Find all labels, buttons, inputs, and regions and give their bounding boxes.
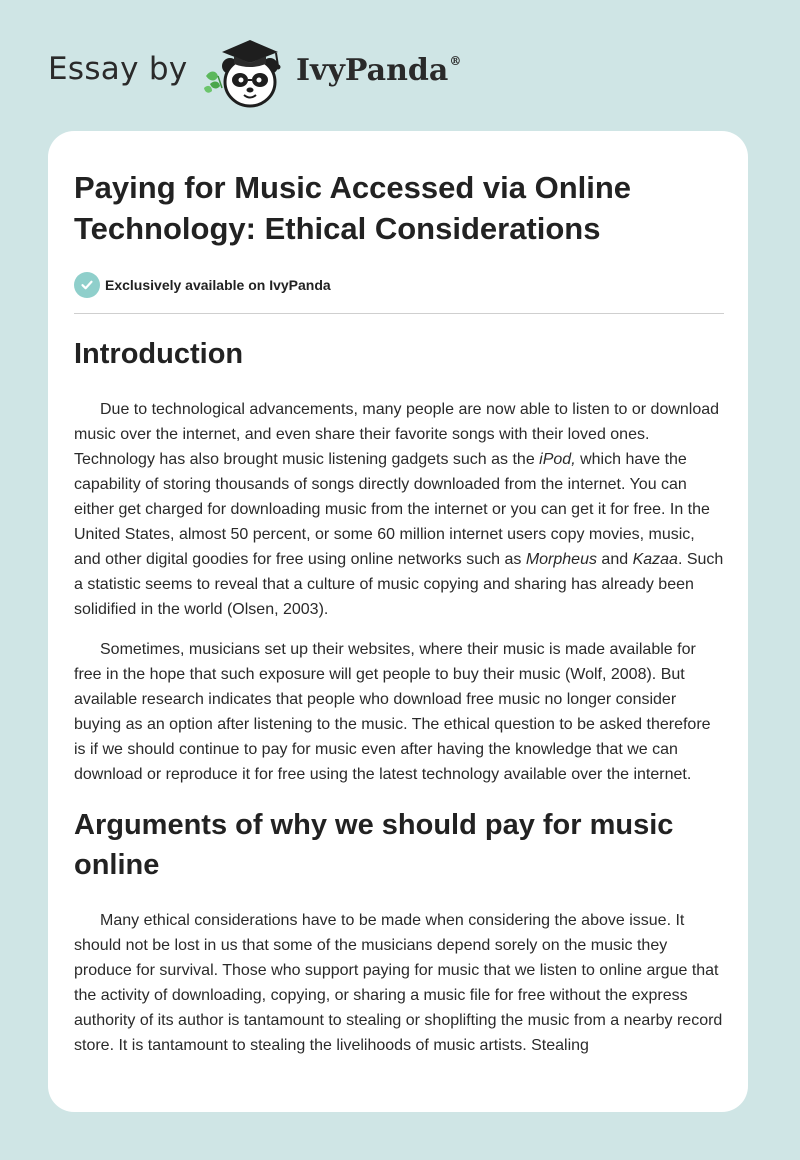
brand-name[interactable] xyxy=(296,53,461,88)
p1-text-e: and xyxy=(596,551,633,568)
p1-morpheus: Morpheus xyxy=(525,551,597,568)
exclusive-text: Exclusively available on IvyPanda xyxy=(105,277,331,293)
divider xyxy=(74,313,724,314)
p1-text-a: Due to technological advancements, many people are now able to listen to or download music over the internet, and even share their favorite songs with their loved ones. Technology has also brought music listening gadgets such as the xyxy=(74,401,720,468)
p1-text-c: which have the capability of storing thousands of songs directly downloaded from the internet. You can either get charged for downloading music from the internet or you can get it for free. In the United States, almost 50 percent, or some 60 million internet users copy movies, music, and other digital goodies for free using online networks such as xyxy=(74,451,710,568)
p1-ipod: iPod, xyxy=(539,451,576,468)
check-icon xyxy=(74,272,100,298)
paragraph-1 xyxy=(74,397,724,622)
paragraph-3: Many ethical considerations have to be made when considering the above issue. It should not be lost in us that some of the musicians depend sorely on the music they produce for survival. Those who support paying for music that we listen to online argue that the activity of downloading, copying, or sharing a music file for free without the express authority of its author is tantamount to stealing or shoplifting the music from a nearby record store. It is tantamount to stealing the livelihoods of music artists. Stealing xyxy=(74,912,723,1054)
section-heading-arguments: Arguments of why we should pay for music online xyxy=(74,809,674,881)
panda-graduate-logo[interactable] xyxy=(200,36,292,110)
brand-text: IvyPanda xyxy=(296,53,449,88)
ivy-leaf-icon xyxy=(204,72,222,93)
section-heading-introduction: Introduction xyxy=(74,338,244,370)
p1-text-g: . Such a statistic seems to reveal that a culture of music copying and sharing has already been solidified in the world (Olsen, 2003). xyxy=(74,551,724,618)
paragraph-2: Sometimes, musicians set up their websites, where their music is made available for free in the hope that such exposure will get people to buy their music (Wolf, 2008). But available research indicates that people who download free music no longer consider buying as an option after listening to the music. The ethical question to be asked therefore is if we should continue to pay for music even after having the knowledge that we can download or reproduce it for free using the latest technology available over the internet. xyxy=(74,641,711,783)
exclusive-badge xyxy=(74,271,724,299)
essay-card xyxy=(48,131,748,1112)
essay-title: Paying for Music Accessed via Online Technology: Ethical Considerations xyxy=(74,170,632,246)
essay-content xyxy=(74,167,724,1058)
trademark-symbol: ® xyxy=(449,54,462,68)
essay-by-label: Essay by xyxy=(48,51,188,87)
site-header xyxy=(0,0,800,130)
p1-kazaa: Kazaa xyxy=(632,551,678,568)
